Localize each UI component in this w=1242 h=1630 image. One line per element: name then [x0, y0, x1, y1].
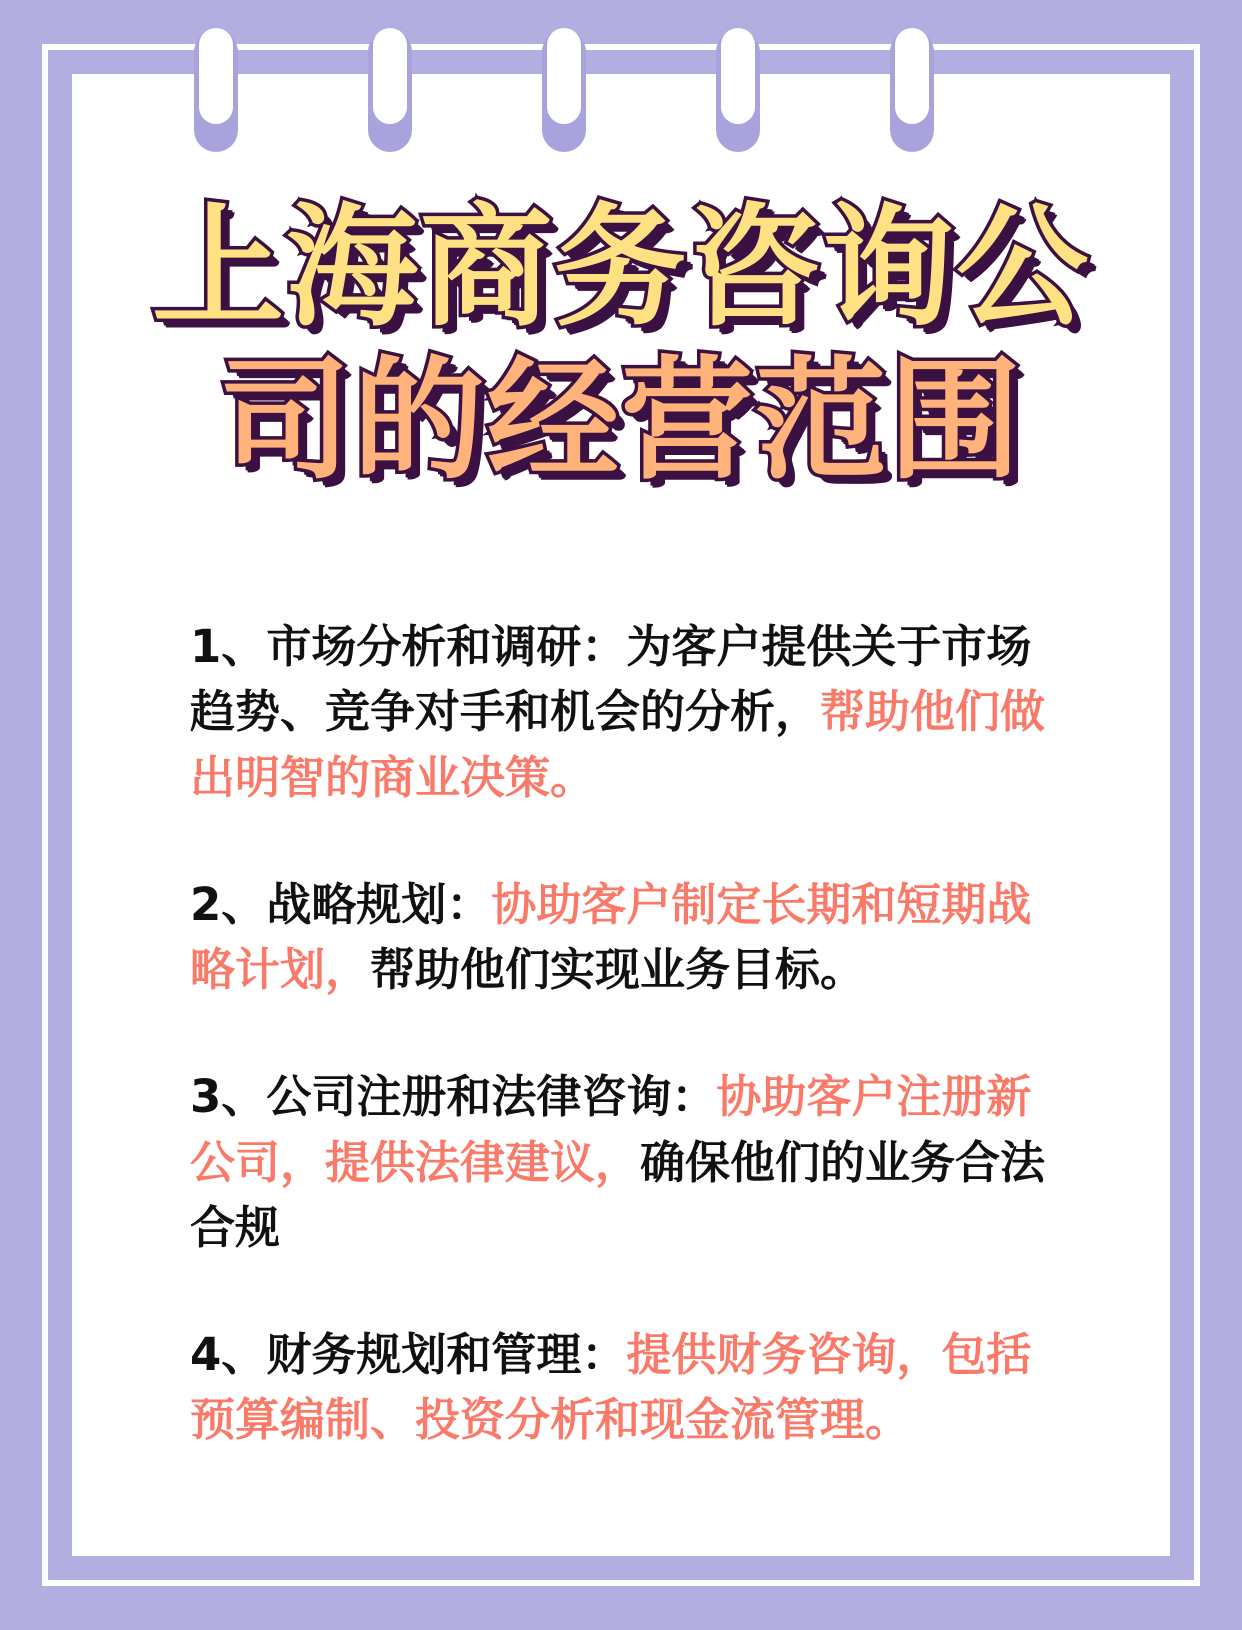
item-heading: 战略规划： — [266, 877, 492, 931]
item-body-plain: 确保他们的业务合法合规 — [190, 1135, 1046, 1254]
item-body-plain: 为客户提供关于市场趋势、竞争对手和机会的分析， — [190, 620, 1032, 739]
page-title — [72, 192, 1170, 498]
page-title-line-1: 上海商务咨询公 — [152, 191, 1090, 345]
page-title-line-2: 司的经营范围 — [219, 344, 1023, 499]
item-heading: 市场分析和调研： — [266, 620, 627, 673]
list-item — [190, 614, 1058, 810]
item-body-highlight: 提供财务咨询，包括预算编制、投资分析和现金流管理。 — [190, 1328, 1032, 1447]
item-body-highlight: 协助客户制定长期和短期战略计划， — [190, 877, 1032, 996]
item-number: 1、 — [190, 620, 267, 673]
item-body-plain: 帮助他们实现业务目标。 — [370, 943, 866, 996]
list-item — [190, 1064, 1058, 1260]
notepad-sheet — [72, 74, 1170, 1556]
list-item — [190, 872, 1058, 1003]
item-heading: 公司注册和法律咨询： — [266, 1070, 717, 1124]
list-item — [190, 1322, 1058, 1453]
item-heading: 财务规划和管理： — [266, 1328, 627, 1381]
item-number: 4、 — [190, 1328, 267, 1381]
item-body-highlight: 帮助他们做出明智的商业决策。 — [190, 685, 1046, 804]
content-list — [190, 614, 1058, 1453]
item-number: 3、 — [190, 1070, 267, 1124]
item-number: 2、 — [190, 877, 267, 931]
item-body-highlight: 协助客户注册新公司，提供法律建议， — [190, 1070, 1032, 1189]
